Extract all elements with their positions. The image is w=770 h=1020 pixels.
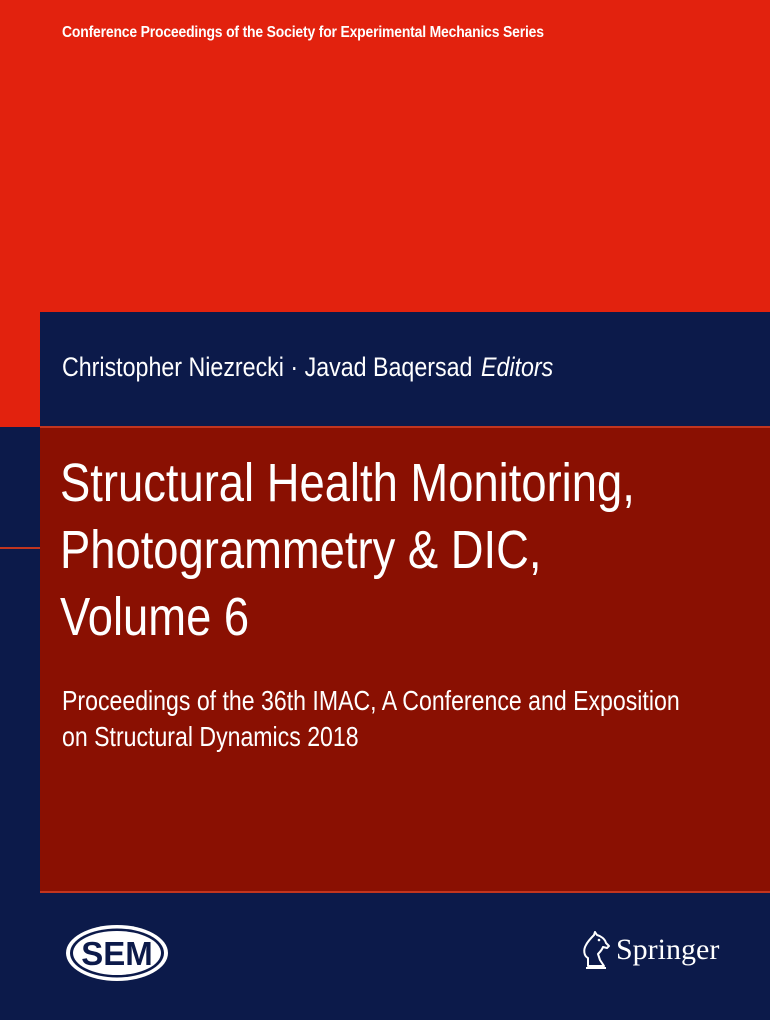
sem-logo-text: SEM bbox=[81, 935, 153, 972]
editor-names: Christopher Niezrecki · Javad Baqersad bbox=[62, 352, 473, 382]
cover-top-red-band bbox=[0, 0, 770, 312]
editors-line bbox=[62, 352, 553, 383]
cover-left-navy-strip bbox=[0, 427, 40, 1020]
springer-horse-icon bbox=[578, 930, 612, 970]
book-subtitle-line: Proceedings of the 36th IMAC, A Conference and Exposition bbox=[62, 685, 680, 716]
cover-left-red-strip bbox=[0, 312, 40, 427]
book-title-line: Volume 6 bbox=[60, 587, 250, 647]
series-title: Conference Proceedings of the Society for Experimental Mechanics Series bbox=[62, 24, 544, 41]
divider-line bbox=[40, 426, 770, 428]
book-title-line: Structural Health Monitoring, bbox=[60, 453, 635, 513]
editors-role: Editors bbox=[481, 352, 554, 382]
book-title-line: Photogrammetry & DIC, bbox=[60, 520, 542, 580]
springer-wordmark: Springer bbox=[616, 933, 720, 966]
divider-line bbox=[40, 891, 770, 893]
book-title bbox=[60, 450, 635, 651]
book-subtitle bbox=[62, 683, 680, 755]
book-subtitle-line: on Structural Dynamics 2018 bbox=[62, 721, 359, 752]
divider-line bbox=[0, 547, 40, 549]
springer-logo bbox=[578, 930, 719, 970]
sem-logo bbox=[64, 923, 170, 983]
